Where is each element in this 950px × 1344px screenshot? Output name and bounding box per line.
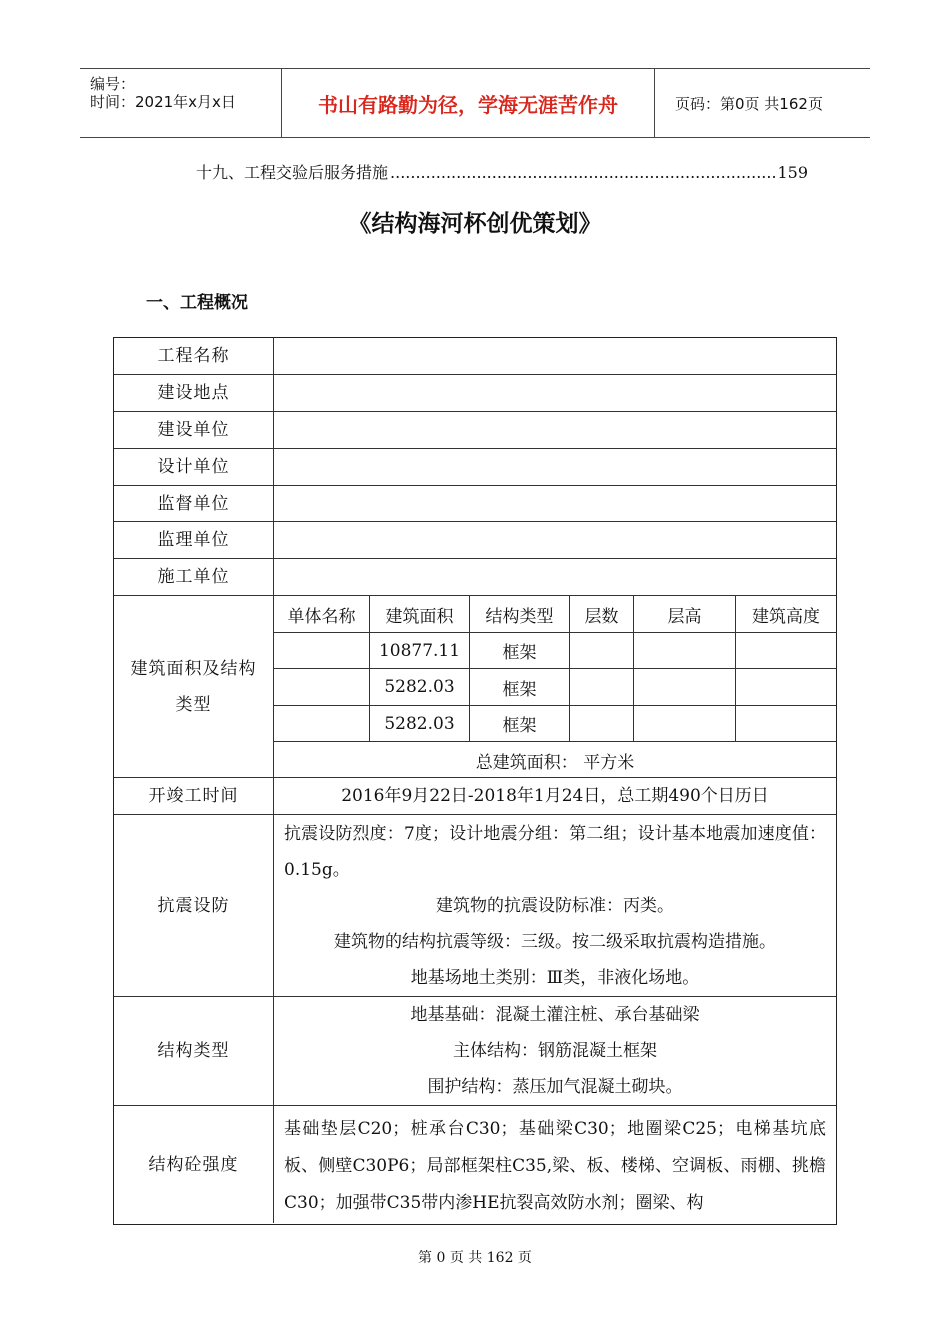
table-row [114, 375, 836, 412]
structure-row [114, 997, 836, 1106]
row-label: 建设地点 [114, 375, 274, 411]
area-header-cell: 层高 [634, 596, 736, 633]
area-cell [736, 633, 836, 669]
table-row [114, 559, 836, 596]
schedule-row [114, 778, 836, 815]
row-label: 建设单位 [114, 412, 274, 448]
area-cell: 5282.03 [370, 669, 470, 706]
row-label: 工程名称 [114, 338, 274, 374]
area-cell [634, 669, 736, 706]
row-label: 施工单位 [114, 559, 274, 595]
table-row [114, 412, 836, 449]
document-title: 《结构海河杯创优策划》 [348, 211, 602, 237]
area-cell: 框架 [470, 669, 570, 706]
row-value [274, 412, 836, 448]
concrete-row [114, 1106, 836, 1223]
table-row [114, 486, 836, 522]
row-value [274, 522, 836, 558]
table-row [114, 338, 836, 375]
row-label: 监督单位 [114, 486, 274, 521]
structure-line: 主体结构：钢筋混凝土框架 [453, 1041, 657, 1061]
seismic-line: 抗震设防烈度：7度；设计地震分组：第二组；设计基本地震加速度值：0.15g。 [284, 823, 826, 880]
structure-line: 围护结构：蒸压加气混凝土砌块。 [427, 1077, 683, 1097]
seismic-row [114, 815, 836, 997]
table-row [114, 522, 836, 559]
row-value [274, 375, 836, 411]
area-cell [736, 706, 836, 742]
area-header-cell: 建筑高度 [736, 596, 836, 633]
area-cell [634, 633, 736, 669]
seismic-line: 建筑物的结构抗震等级：三级。按二级采取抗震构造措施。 [334, 931, 776, 952]
total-area: 总建筑面积： 平方米 [475, 752, 635, 773]
schedule-value: 2016年9月22日-2018年1月24日，总工期490个日历日 [341, 786, 769, 806]
concrete-value: 基础垫层C20；桩承台C30；基础梁C30；地圈梁C25；电梯基坑底板、侧壁C30P6；局部框架柱C35,梁、板、楼梯、空调板、雨棚、挑檐C30；加强带C35带内渗HE抗裂高效防水剂；圈梁、构 [284, 1119, 826, 1213]
area-cell [274, 706, 370, 742]
row-value [274, 559, 836, 595]
area-cell: 10877.11 [370, 633, 470, 669]
row-value [274, 449, 836, 485]
area-label: 建筑面积及结构类型 [114, 596, 274, 777]
row-label: 设计单位 [114, 449, 274, 485]
area-header-cell: 层数 [570, 596, 634, 633]
structure-label: 结构类型 [114, 997, 274, 1105]
area-cell [274, 669, 370, 706]
header-code-label: 编号： [90, 75, 136, 93]
header-meta [80, 69, 280, 137]
area-cell [736, 669, 836, 706]
area-cell [570, 706, 634, 742]
seismic-line: 地基场地土类别：Ⅲ类，非液化场地。 [410, 967, 700, 988]
row-value [274, 338, 836, 374]
row-value [274, 486, 836, 521]
structure-line: 地基基础：混凝土灌注桩、承台基础梁 [410, 1005, 700, 1025]
row-label: 监理单位 [114, 522, 274, 558]
header-page-info-text: 页码：第0页 共162页 [675, 94, 823, 113]
seismic-line: 建筑物的抗震设防标准：丙类。 [436, 895, 674, 916]
toc-leader-dots [390, 163, 775, 182]
seismic-label: 抗震设防 [114, 815, 274, 996]
structure-value [274, 997, 836, 1105]
header-motto: 书山有路勤为径，学海无涯苦作舟 [281, 69, 655, 137]
header-date: 时间：2021年x月x日 [90, 93, 236, 111]
project-overview-table [113, 337, 837, 1225]
area-header-cell: 单体名称 [274, 596, 370, 633]
page-footer: 第 0 页 共 162 页 [418, 1250, 532, 1266]
area-header-cell: 结构类型 [470, 596, 570, 633]
area-header-cell: 建筑面积 [370, 596, 470, 633]
page-header [80, 68, 870, 138]
concrete-label: 结构砼强度 [114, 1106, 274, 1223]
area-block [114, 596, 836, 778]
area-cell: 框架 [470, 706, 570, 742]
area-cell: 框架 [470, 633, 570, 669]
schedule-label: 开竣工时间 [114, 778, 274, 814]
area-cell [274, 633, 370, 669]
toc-entry-page: 159 [777, 163, 808, 182]
area-cell [570, 633, 634, 669]
area-cell: 5282.03 [370, 706, 470, 742]
toc-entry-label: 十九、工程交验后服务措施 [196, 163, 389, 182]
area-cell [634, 706, 736, 742]
section-heading: 一、工程概况 [146, 293, 248, 313]
toc-entry[interactable] [196, 160, 808, 183]
header-page-info [665, 69, 870, 137]
area-cell [570, 669, 634, 706]
table-row [114, 449, 836, 486]
seismic-value [274, 815, 836, 996]
